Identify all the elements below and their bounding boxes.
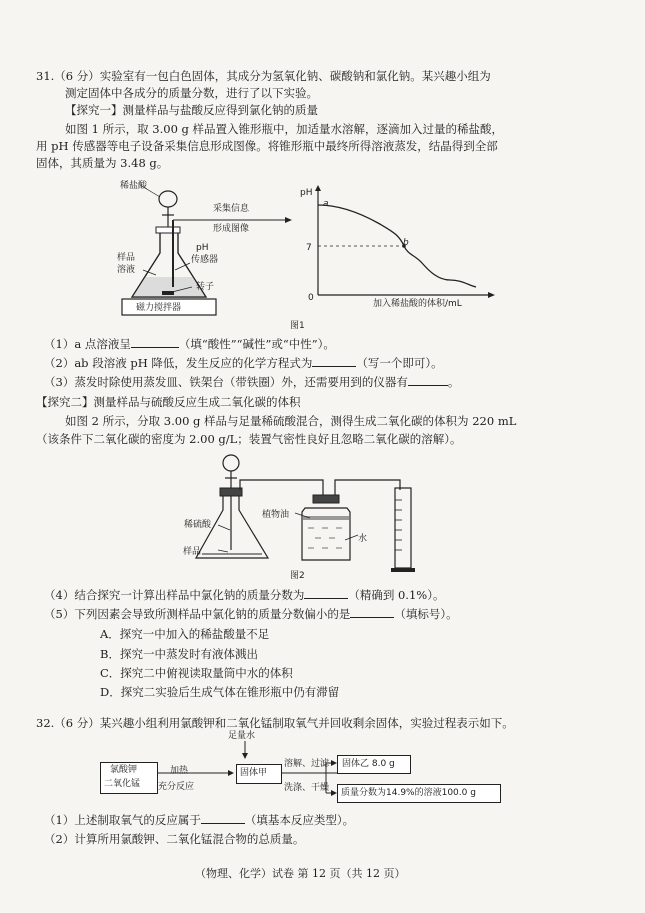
label-collect-info: 采集信息 <box>213 204 250 214</box>
label-water: 水 <box>358 534 368 544</box>
option-c: C．探究二中俯视读取量筒中水的体积 <box>100 666 293 680</box>
flow-solution: 质量分数为14.9%的溶液100.0 g <box>341 788 476 798</box>
label-rotor: 转子 <box>196 282 215 292</box>
q31-line1: 31.（6 分）实验室有一包白色固体，其成分为氢氧化钠、碳酸钠和氯化钠。某兴趣小组为 <box>36 69 491 83</box>
label-solution: 溶液 <box>117 265 136 275</box>
label-dilute-h2so4: 稀硫酸 <box>184 520 212 530</box>
q31-para3: 固体，其质量为 3.48 g。 <box>36 156 169 170</box>
q31-para5: （该条件下二氧化碳的密度为 2.00 g/L；装置气密性良好且忽略二氧化碳的溶解）。 <box>36 432 462 446</box>
flow-heat: 加热 <box>170 766 189 776</box>
q31-line2: 测定固体中各成分的质量分数，进行了以下实验。 <box>65 86 318 100</box>
chart-point-a-label: a <box>323 199 329 209</box>
figure2-caption: 图2 <box>290 571 305 581</box>
label-magnetic-stirrer: 磁力搅拌器 <box>136 303 182 313</box>
flow-dissolve-filter: 溶解、过滤 <box>284 759 330 769</box>
label-form-image: 形成图像 <box>213 224 250 234</box>
flow-solid-b: 固体乙 8.0 g <box>342 759 395 769</box>
label-dilute-hcl: 稀盐酸 <box>120 181 148 191</box>
q31-sub4: （4）结合探究一计算出样品中氯化钠的质量分数为 （精确到 0.1%）。 <box>44 588 445 602</box>
explore1-title: 【探究一】测量样品与盐酸反应得到氯化钠的质量 <box>65 103 318 117</box>
flow-excess-water: 足量水 <box>228 731 256 741</box>
q31-sub1: （1）a 点溶液呈 （填“酸性”“碱性”或“中性”）。 <box>44 337 335 351</box>
chart-y-tick-7: 7 <box>306 243 312 253</box>
q31-para1: 如图 1 所示，取 3.00 g 样品置入锥形瓶中，加适量水溶解，逐滴加入过量的稀盐酸， <box>65 122 504 136</box>
flow-full-reaction: 充分反应 <box>158 782 195 792</box>
chart-origin: 0 <box>308 293 314 303</box>
explore2-title: 【探究二】测量样品与硫酸反应生成二氧化碳的体积 <box>36 395 301 409</box>
chart-x-axis-label: 加入稀盐酸的体积/mL <box>373 299 462 309</box>
chart-y-axis-label: pH <box>300 188 313 198</box>
q31-para2: 用 pH 传感器等电子设备采集信息形成图像。将锥形瓶中最终所得溶液蒸发，结晶得到全部 <box>36 139 498 153</box>
q32-sub2: （2）计算所用氯酸钾、二氧化锰混合物的总质量。 <box>44 832 305 846</box>
flow-reactant-mno2: 二氧化锰 <box>104 779 141 789</box>
chart-x-axis-arrow <box>488 292 495 298</box>
flow-wash-dry: 洗涤、干燥 <box>284 783 330 793</box>
option-d: D．探究二实验后生成气体在锥形瓶中仍有滞留 <box>100 685 340 699</box>
ph-chart <box>300 185 500 310</box>
option-a: A．探究一中加入的稀盐酸量不足 <box>100 627 270 641</box>
label-ph-sensor: 传感器 <box>191 255 219 265</box>
label-sample: 样品 <box>117 253 136 263</box>
label-vegetable-oil: 植物油 <box>262 510 290 520</box>
chart-point-b-label: b <box>403 238 409 248</box>
q31-sub5: （5）下列因素会导致所测样品中氯化钠的质量分数偏小的是 （填标号）。 <box>44 607 458 621</box>
q31-para4: 如图 2 所示，分取 3.00 g 样品与足量稀硫酸混合，测得生成二氧化碳的体积为 220 mL <box>65 414 517 428</box>
q32-line1: 32.（6 分）某兴趣小组利用氯酸钾和二氧化锰制取氧气并回收剩余固体，实验过程表示如下。 <box>36 716 514 730</box>
q31-sub3: （3）蒸发时除使用蒸发皿、铁架台（带铁圈）外，还需要用到的仪器有 。 <box>44 375 460 389</box>
option-b: B．探究一中蒸发时有液体溅出 <box>100 647 258 661</box>
chart-y-axis-arrow <box>315 185 321 191</box>
label-sample2: 样品 <box>183 547 202 557</box>
flow-solid-a: 固体甲 <box>240 768 268 778</box>
flow-reactant-kclo3: 氯酸钾 <box>110 765 138 775</box>
q32-sub1: （1）上述制取氧气的反应属于 （填基本反应类型）。 <box>44 813 355 827</box>
label-ph: pH <box>196 243 209 253</box>
figure2-apparatus <box>190 450 420 575</box>
figure1-caption: 图1 <box>290 321 305 331</box>
page-footer: （物理、化学）试卷 第 12 页（共 12 页） <box>195 867 406 880</box>
q31-sub2: （2）ab 段溶液 pH 降低，发生反应的化学方程式为 （写一个即可）。 <box>44 356 443 370</box>
